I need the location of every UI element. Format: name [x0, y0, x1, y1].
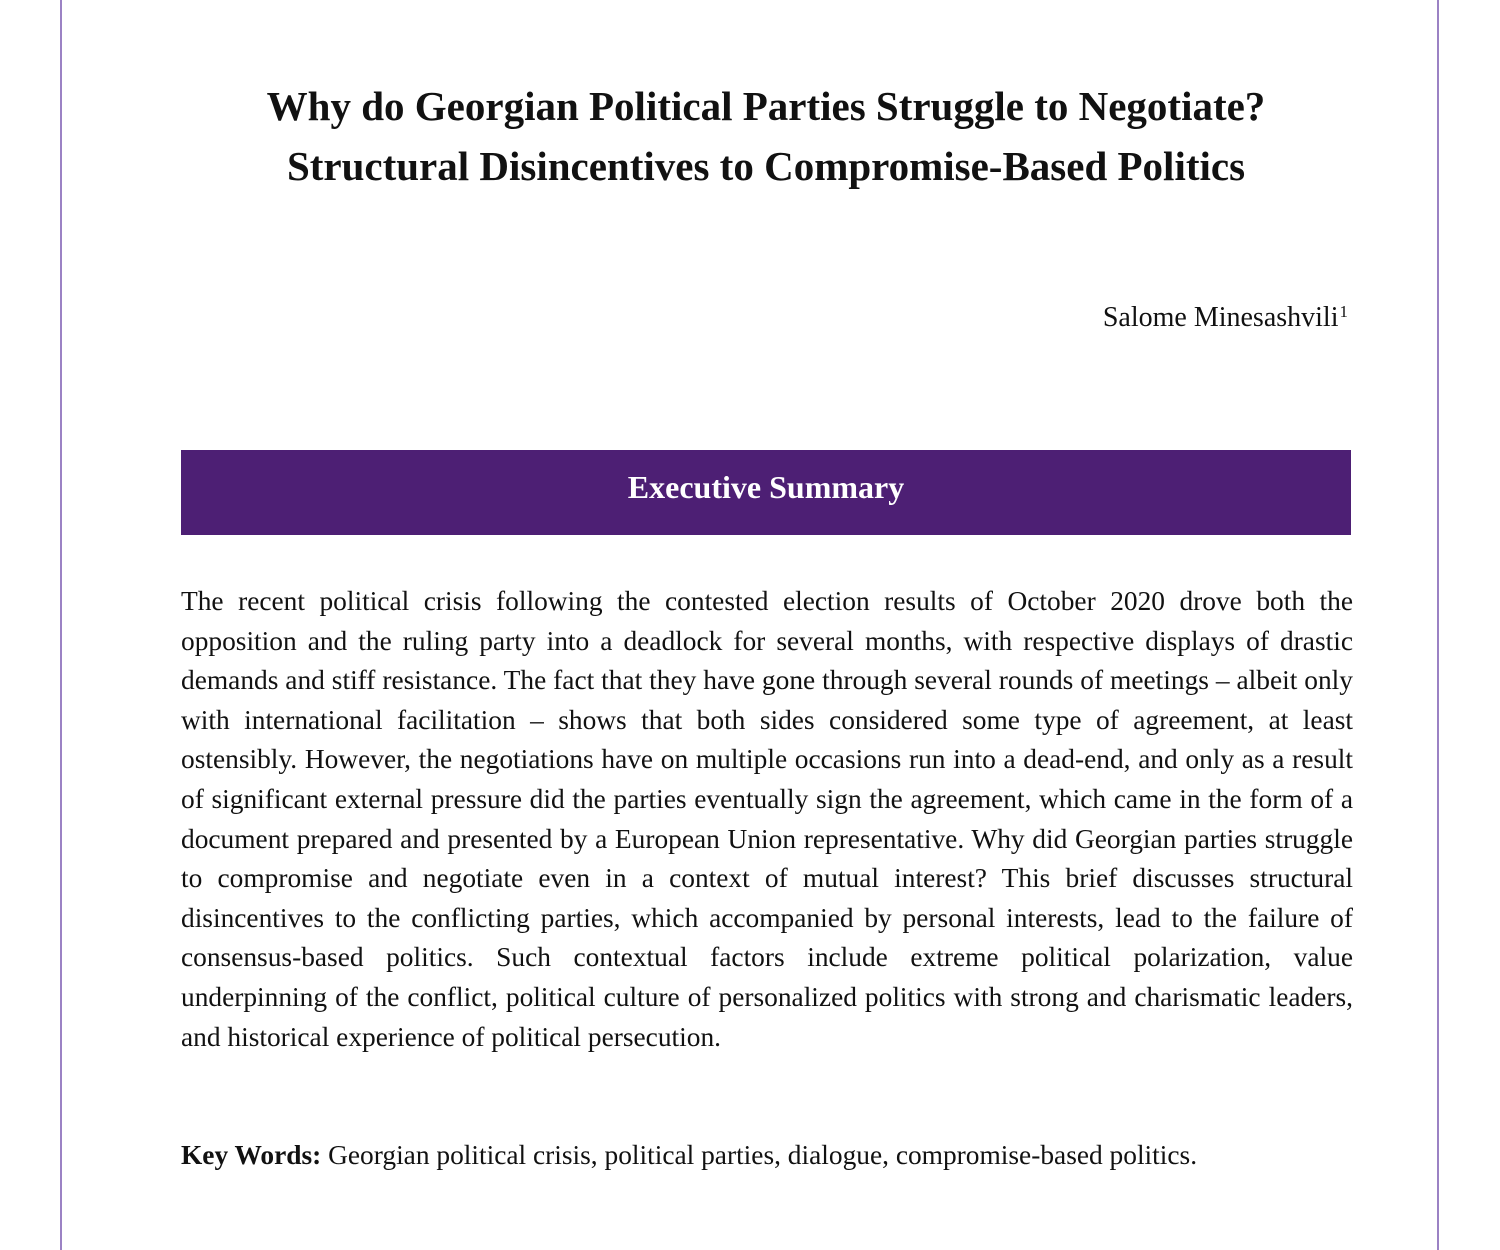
keywords-line	[181, 1136, 1353, 1176]
page-border-left	[60, 0, 62, 1250]
keywords-text: Georgian political crisis, political parties, dialogue, compromise-based politics.	[321, 1140, 1198, 1170]
page-border-right	[1437, 0, 1439, 1250]
title-line-2: Structural Disincentives to Compromise-Based Politics	[286, 143, 1246, 189]
document-title	[150, 76, 1382, 196]
title-line-1: Why do Georgian Political Parties Struggle to Negotiate?	[266, 83, 1266, 129]
keywords-label: Key Words:	[181, 1140, 322, 1170]
executive-summary-banner	[181, 450, 1351, 535]
author-footnote-marker[interactable]: 1	[1339, 302, 1348, 321]
executive-summary-heading: Executive Summary	[627, 469, 905, 505]
executive-summary-text: The recent political crisis following the contested election results of October 2020 drove both the opposition and the ruling party into a deadlock for several months, with respective displays of drastic demands and stiff resistance. The fact that they have gone through several rounds of meetings – albeit only with international facilitation – shows that both sides considered some type of agreement, at least ostensibly. However, the negotiations have on multiple occasions run into a dead-end, and only as a result of significant external pressure did the parties eventually sign the agreement, which came in the form of a document prepared and presented by a European Union representative. Why did Georgian parties struggle to compromise and negotiate even in a context of mutual interest? This brief discusses structural disincentives to the conflicting parties, which accompanied by personal interests, lead to the failure of consensus-based politics. Such contextual factors include extreme political polarization, value underpinning of the conflict, political culture of personalized politics with strong and charismatic leaders, and historical experience of political persecution.	[181, 586, 1353, 1052]
author-byline	[1103, 294, 1348, 336]
author-name: Salome Minesashvili	[1102, 302, 1339, 333]
